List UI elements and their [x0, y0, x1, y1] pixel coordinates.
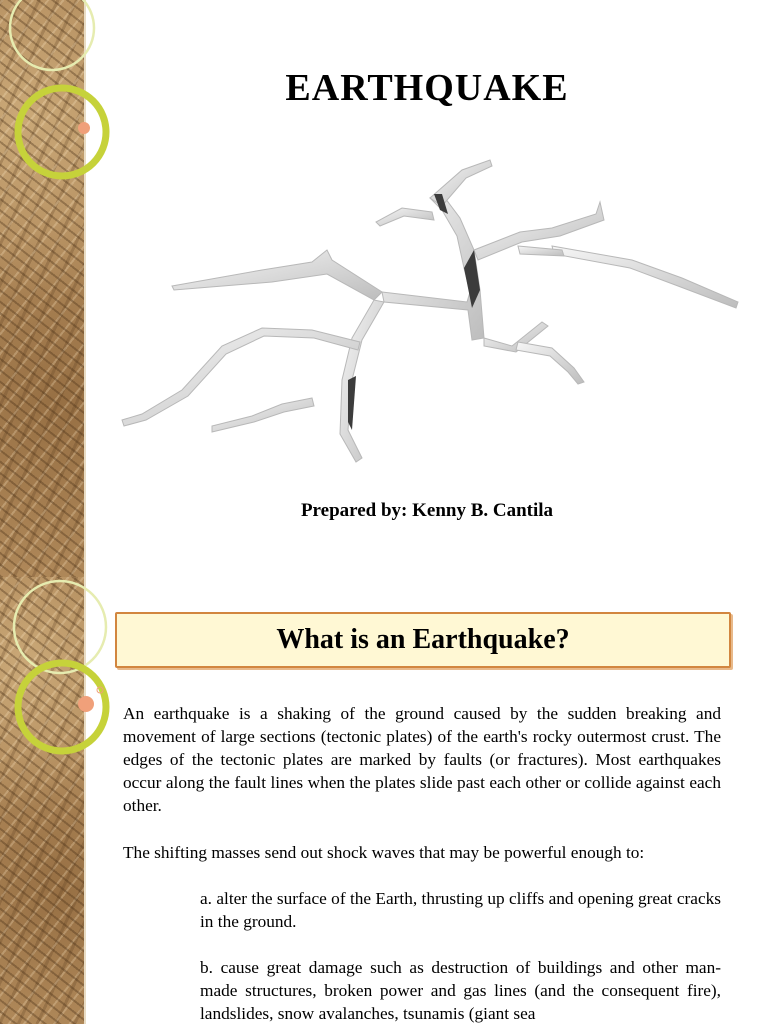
orange-dot: [78, 122, 90, 134]
definition-paragraph: An earthquake is a shaking of the ground caused by the sudden breaking and movement of large sections (tectonic plates) of the earth's rocky outermost crust. The edges of the tectonic plates are marked by faults (or fractures). Most earthquakes occur along the fault lines when the plates slide past each other or collide against each other.: [123, 704, 721, 815]
author-byline: Prepared by: Kenny B. Cantila: [300, 500, 554, 521]
ground-crack-illustration: [112, 150, 752, 480]
orange-dot: [78, 696, 94, 712]
list-item: b. cause great damage such as destruction of buildings and other man-made structures, broken power and gas lines (and the consequent fire), landslides, snow avalanches, tsunamis (giant sea: [200, 958, 721, 1023]
slide-heading: What is an Earthquake?: [276, 624, 570, 655]
heading-banner: [115, 612, 731, 668]
shock-waves-paragraph: The shifting masses send out shock waves that may be powerful enough to:: [123, 843, 645, 862]
list-item: a. alter the surface of the Earth, thrusting up cliffs and opening great cracks in the ground.: [200, 889, 721, 931]
slide-title: EARTHQUAKE: [285, 67, 569, 109]
thin-ring: [10, 0, 94, 70]
definition-slide: [0, 577, 768, 1024]
ring-decoration: [0, 577, 140, 797]
thin-ring: [14, 581, 106, 673]
